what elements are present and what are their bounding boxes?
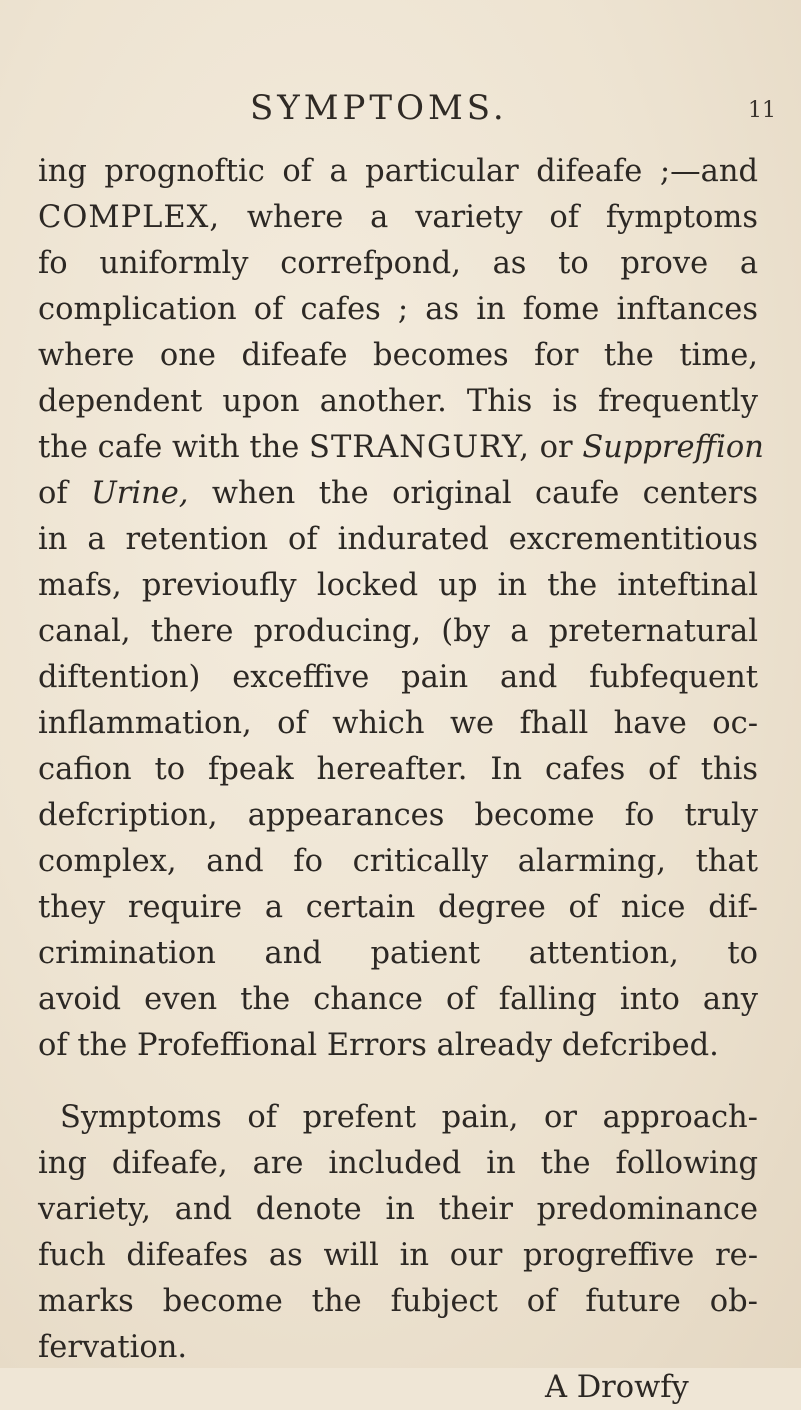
text-line: in a retention of indurated excrementitious	[38, 522, 758, 557]
page-header	[0, 88, 801, 128]
text-line: fo uniformly correfpond, as to prove a	[38, 246, 758, 281]
term-strangury: STRANGURY,	[309, 430, 530, 465]
term-urine: Urine,	[91, 476, 189, 511]
page-number: 11	[748, 98, 776, 123]
text-line: complex, and fo critically alarming, that	[38, 844, 758, 879]
text-line: crimination and patient attention, to	[38, 936, 758, 971]
text-line: ing prognoftic of a particular difeafe ;—and	[38, 154, 758, 189]
text-line: canal, there producing, (by a preternatural	[38, 614, 758, 649]
text-line: of the Profeffional Errors already defcribed.	[38, 1028, 719, 1063]
text-line: fuch difeafes as will in our progreffive re-	[38, 1238, 758, 1273]
text-line: fervation.	[38, 1330, 188, 1365]
text-line: mafs, previoufly locked up in the inteftinal	[38, 568, 758, 603]
text-line: marks become the fubject of future ob-	[38, 1284, 758, 1319]
running-head: SYMPTOMS.	[250, 88, 508, 128]
text-line: they require a certain degree of nice dif-	[38, 890, 758, 925]
text-line: complication of cafes ; as in fome inftances	[38, 292, 758, 327]
text-line: cafion to fpeak hereafter. In cafes of this	[38, 752, 758, 787]
text-line: ing difeafe, are included in the following	[38, 1146, 758, 1181]
text-line: defcription, appearances become fo truly	[38, 798, 758, 833]
text-line: dependent upon another. This is frequently	[38, 384, 758, 419]
catchword: A Drowfy	[545, 1370, 689, 1405]
text-line: Symptoms of prefent pain, or approach-	[60, 1100, 758, 1135]
text-line: variety, and denote in their predominance	[38, 1192, 758, 1227]
text-line: avoid even the chance of falling into any	[38, 982, 758, 1017]
text-line: the cafe with the STRANGURY, or Suppreffion	[38, 430, 764, 465]
text-line: where one difeafe becomes for the time,	[38, 338, 758, 373]
term-complex: COMPLEX,	[38, 200, 221, 235]
text-line: diftention) exceffive pain and fubfequent	[38, 660, 758, 695]
text-line: COMPLEX, where a variety of fymptoms	[38, 200, 758, 235]
text-line: inflammation, of which we fhall have oc-	[38, 706, 758, 741]
term-suppression: Suppreffion	[582, 430, 764, 465]
text-line: of Urine, when the original caufe centers	[38, 476, 758, 511]
